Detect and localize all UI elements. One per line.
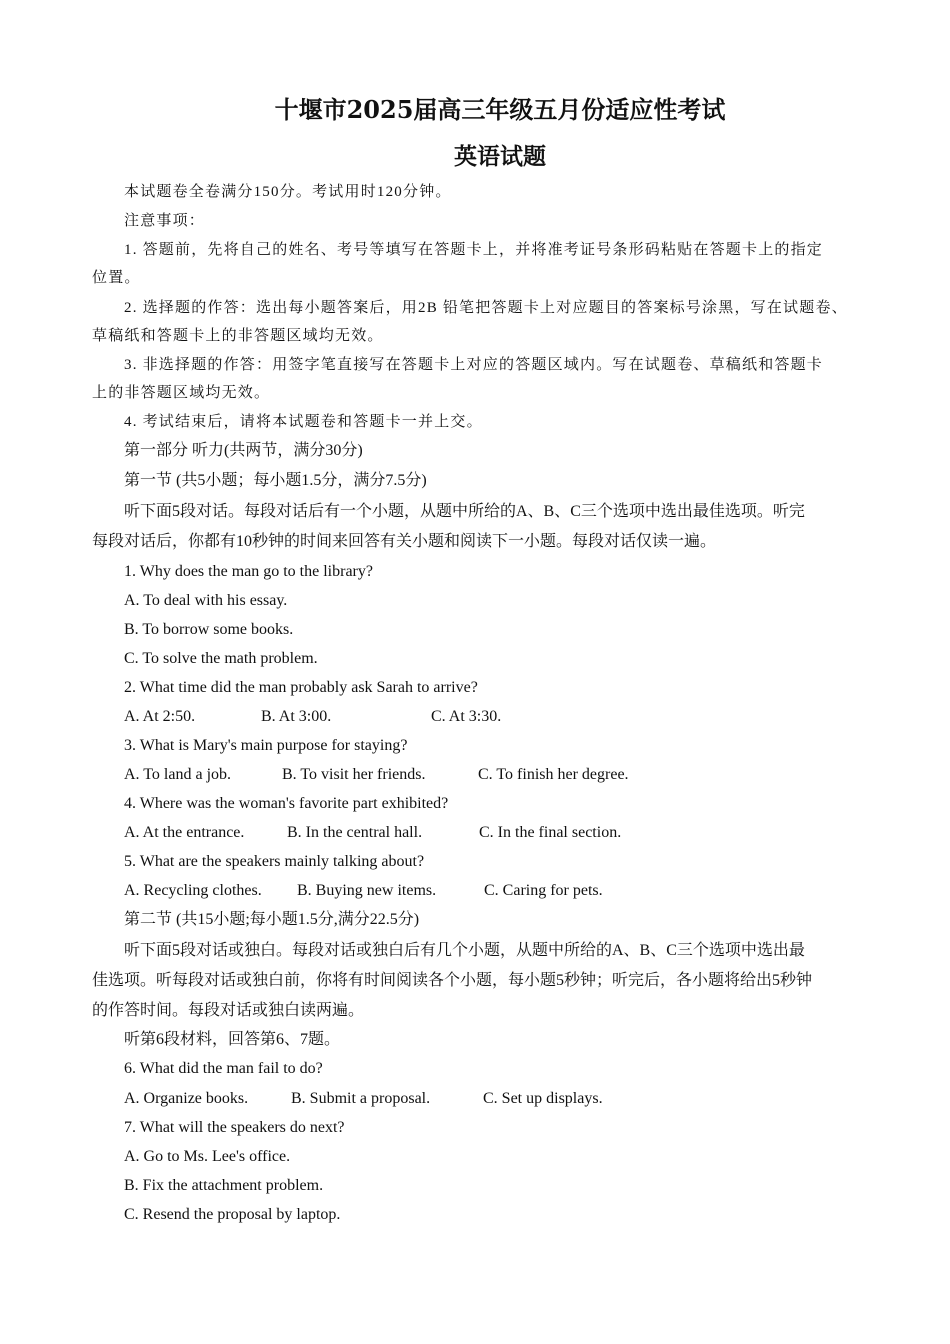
exam-title: 十堰市2025届高三年级五月份适应性考试	[274, 95, 726, 124]
question-4: 4. Where was the woman's favorite part exhibited?	[124, 795, 449, 812]
question-4-option-c: C. In the final section.	[479, 824, 622, 841]
question-7-option-c: C. Resend the proposal by laptop.	[124, 1206, 341, 1223]
question-2-option-b: B. At 3:00.	[261, 708, 332, 725]
question-3: 3. What is Mary's main purpose for staying?	[124, 737, 408, 754]
notice-item-2-line-2: 草稿纸和答题卡上的非答题区域均无效。	[92, 328, 384, 344]
question-2-option-a: A. At 2:50.	[124, 708, 196, 725]
score-line: 本试题卷全卷满分150分。考试用时120分钟。	[124, 184, 452, 200]
section1-intro-line-1: 听下面5段对话。每段对话后有一个小题，从题中所给的A、B、C三个选项中选出最佳选项。听完	[124, 503, 805, 520]
notice-item-4: 4. 考试结束后，请将本试题卷和答题卡一并上交。	[124, 414, 483, 430]
question-1-option-a: A. To deal with his essay.	[124, 592, 288, 609]
question-4-option-a: A. At the entrance.	[124, 824, 245, 841]
notice-item-3-line-1: 3. 非选择题的作答：用签字笔直接写在答题卡上对应的答题区域内。写在试题卷、草稿纸和答题卡	[124, 357, 824, 373]
question-6: 6. What did the man fail to do?	[124, 1060, 323, 1077]
section1-intro-line-2: 每段对话后，你都有10秒钟的时间来回答有关小题和阅读下一小题。每段对话仅读一遍。	[92, 533, 717, 550]
question-3-options	[0, 764, 950, 786]
question-1-option-b: B. To borrow some books.	[124, 621, 294, 638]
question-3-option-a: A. To land a job.	[124, 766, 232, 783]
question-6-options	[0, 1088, 950, 1110]
question-3-option-b: B. To visit her friends.	[282, 766, 426, 783]
question-5-options	[0, 880, 950, 902]
question-6-option-c: C. Set up displays.	[483, 1090, 603, 1107]
part1-heading: 第一部分 听力(共两节，满分30分)	[124, 442, 363, 459]
question-2-options	[0, 706, 950, 728]
question-7-option-b: B. Fix the attachment problem.	[124, 1177, 324, 1194]
section2-intro-line-3: 的作答时间。每段对话或独白读两遍。	[92, 1002, 365, 1019]
section1-heading: 第一节 (共5小题；每小题1.5分，满分7.5分)	[124, 472, 427, 489]
question-2-option-c: C. At 3:30.	[431, 708, 502, 725]
question-4-option-b: B. In the central hall.	[287, 824, 423, 841]
notice-item-3-line-2: 上的非答题区域均无效。	[92, 385, 271, 401]
notice-item-1-line-2: 位置。	[92, 270, 141, 286]
question-5-option-c: C. Caring for pets.	[484, 882, 603, 899]
question-6-option-a: A. Organize books.	[124, 1090, 249, 1107]
question-7-option-a: A. Go to Ms. Lee's office.	[124, 1148, 291, 1165]
section2-heading: 第二节 (共15小题;每小题1.5分,满分22.5分)	[124, 911, 420, 928]
question-1-option-c: C. To solve the math problem.	[124, 650, 318, 667]
question-4-options	[0, 822, 950, 844]
question-5-option-b: B. Buying new items.	[297, 882, 437, 899]
question-7: 7. What will the speakers do next?	[124, 1119, 345, 1136]
notice-item-1-line-1: 1. 答题前，先将自己的姓名、考号等填写在答题卡上，并将准考证号条形码粘贴在答题卡上的指定	[124, 242, 824, 258]
notice-item-2-line-1: 2. 选择题的作答：选出每小题答案后，用2B 铅笔把答题卡上对应题目的答案标号涂黑，写在试题卷、	[124, 300, 848, 316]
question-5: 5. What are the speakers mainly talking about?	[124, 853, 425, 870]
section2-intro-line-2: 佳选项。听每段对话或独白前，你将有时间阅读各个小题，每小题5秒钟；听完后，各小题将给出5秒钟	[92, 972, 813, 989]
material-6-heading: 听第6段材料，回答第6、7题。	[124, 1031, 341, 1048]
question-2: 2. What time did the man probably ask Sarah to arrive?	[124, 679, 478, 696]
question-5-option-a: A. Recycling clothes.	[124, 882, 262, 899]
question-6-option-b: B. Submit a proposal.	[291, 1090, 431, 1107]
section2-intro-line-1: 听下面5段对话或独白。每段对话或独白后有几个小题，从题中所给的A、B、C三个选项中选出最	[124, 942, 805, 959]
question-3-option-c: C. To finish her degree.	[478, 766, 629, 783]
notice-heading: 注意事项：	[124, 213, 206, 229]
question-1: 1. Why does the man go to the library?	[124, 563, 373, 580]
exam-subtitle: 英语试题	[454, 143, 546, 170]
